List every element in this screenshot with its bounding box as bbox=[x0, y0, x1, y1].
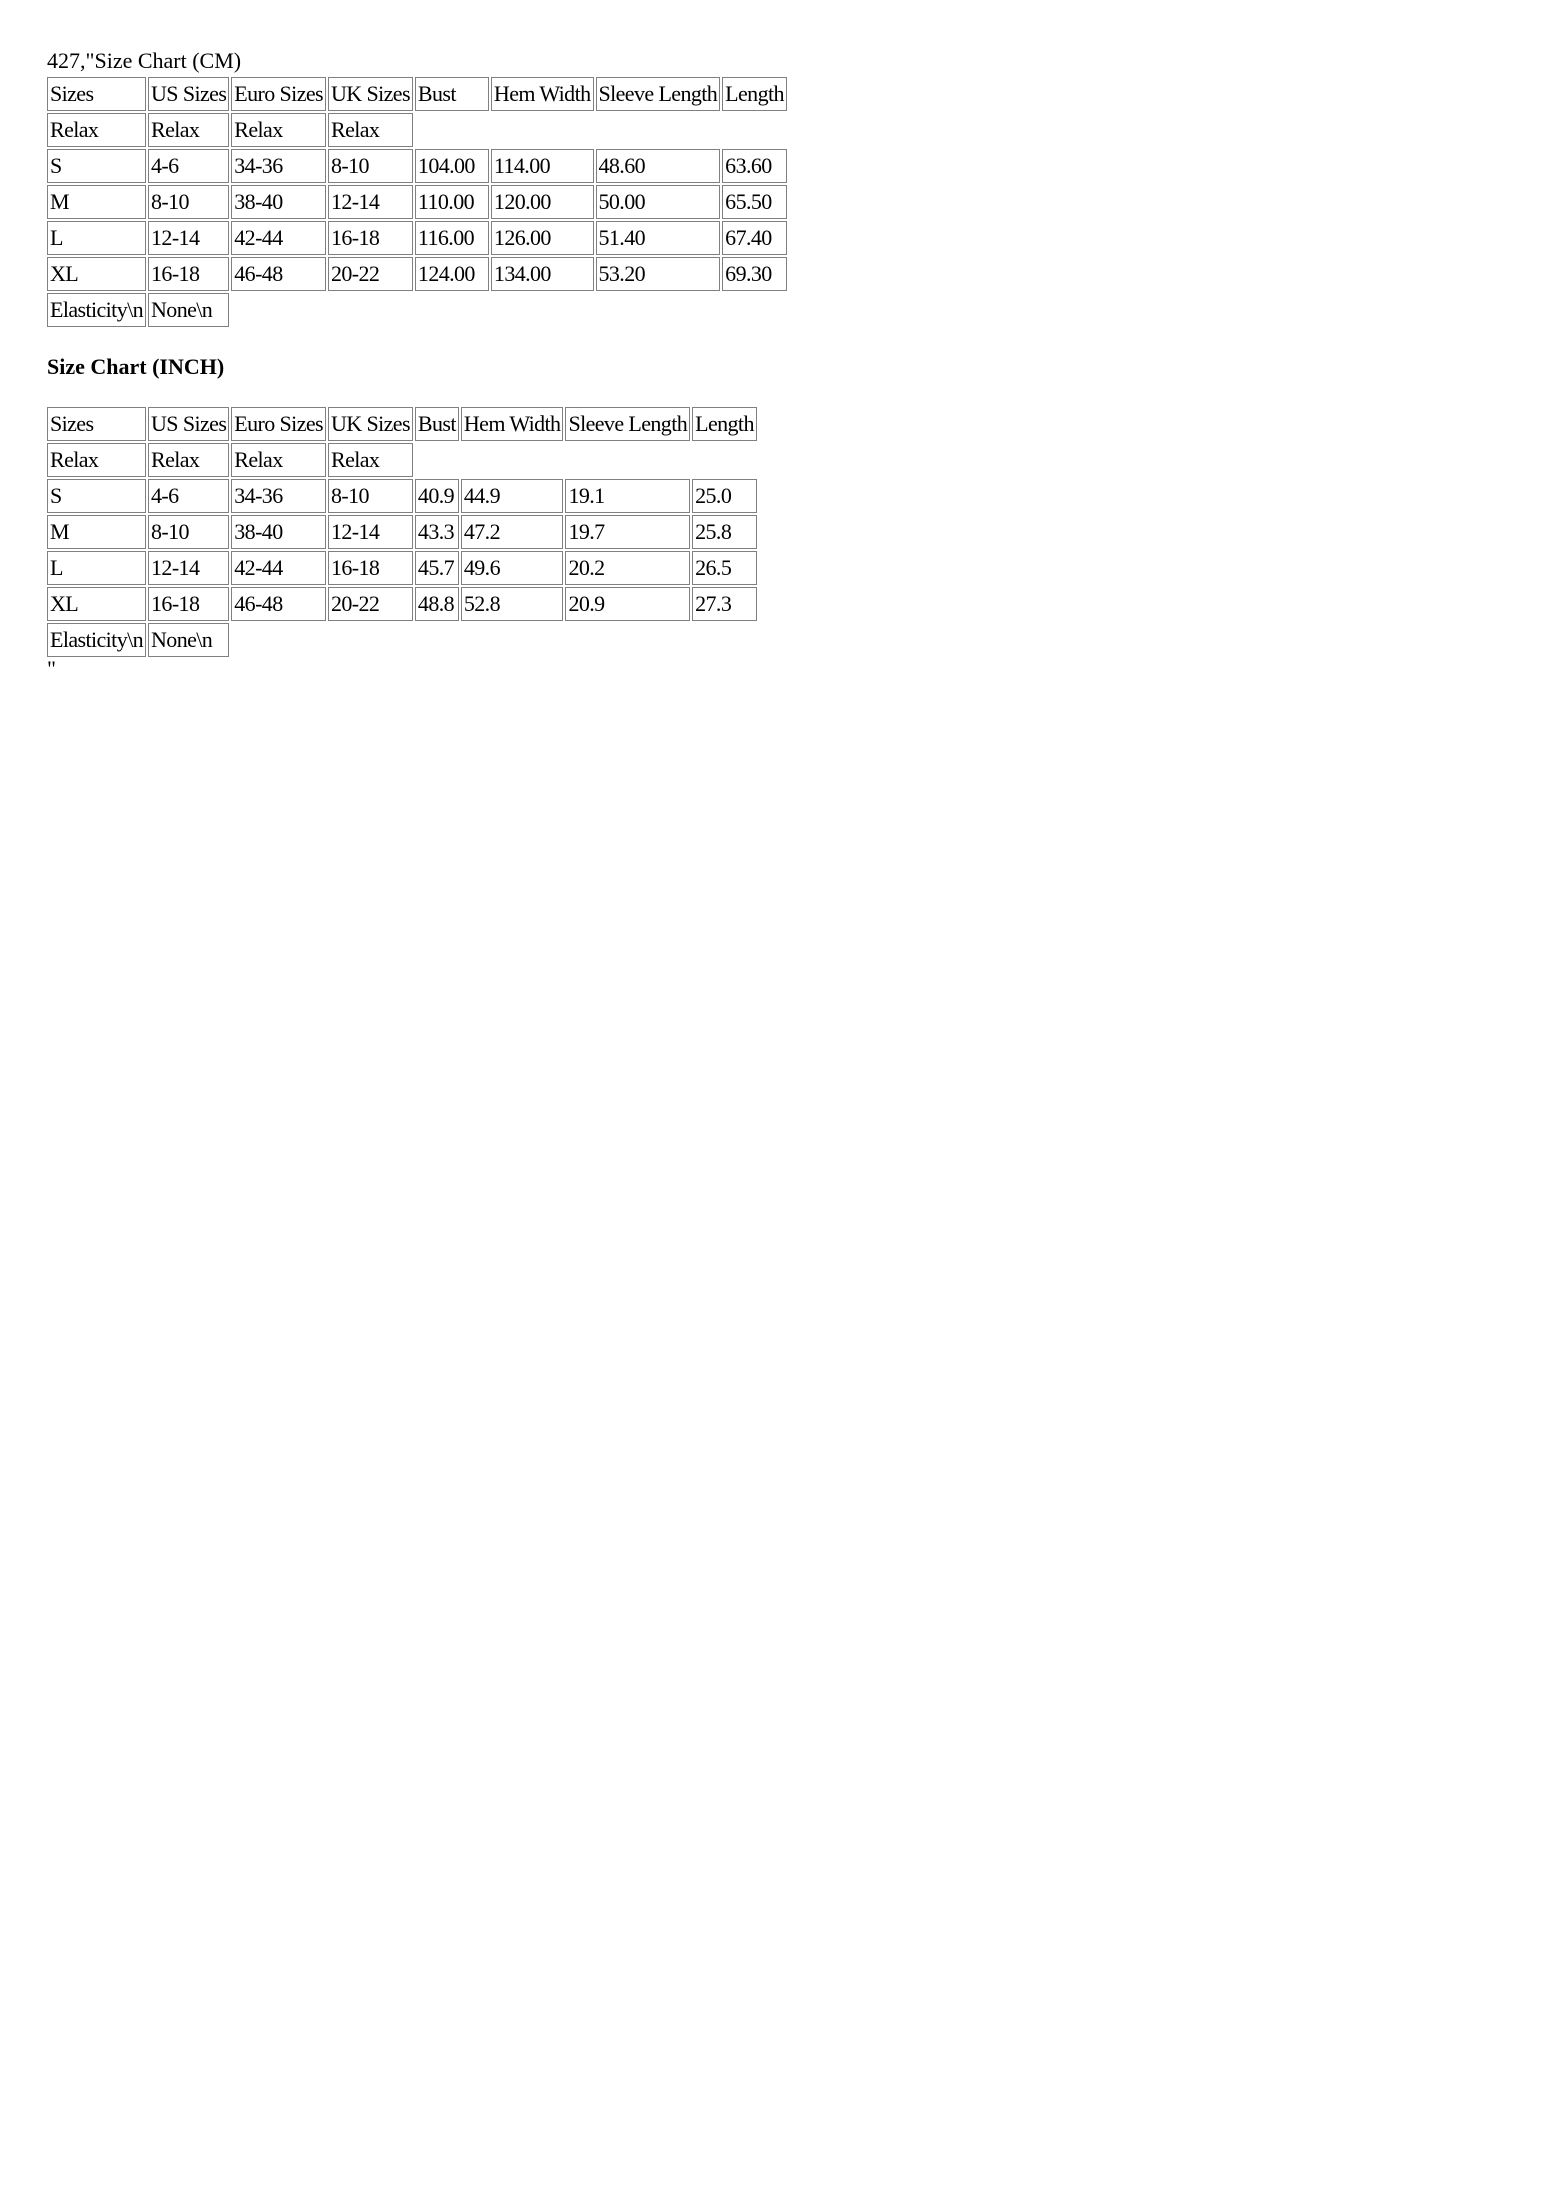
empty-cell bbox=[415, 443, 459, 477]
elasticity-row bbox=[47, 293, 787, 327]
table-cell: 45.7 bbox=[415, 551, 459, 585]
table-cell: 8-10 bbox=[148, 515, 229, 549]
table-cell: M bbox=[47, 515, 146, 549]
table-cell: 20.2 bbox=[565, 551, 690, 585]
table-cell: 49.6 bbox=[461, 551, 564, 585]
table-cell: 51.40 bbox=[596, 221, 721, 255]
table-cell: 19.1 bbox=[565, 479, 690, 513]
empty-cell bbox=[415, 293, 489, 327]
table-cell: 63.60 bbox=[722, 149, 787, 183]
header-cell: Length bbox=[692, 407, 757, 441]
table-cell: 50.00 bbox=[596, 185, 721, 219]
table-cell: 48.8 bbox=[415, 587, 459, 621]
empty-cell bbox=[231, 623, 326, 657]
relax-cell: Relax bbox=[328, 443, 413, 477]
header-cell: UK Sizes bbox=[328, 77, 413, 111]
elasticity-row bbox=[47, 623, 757, 657]
empty-cell bbox=[415, 623, 459, 657]
header-cell: US Sizes bbox=[148, 407, 229, 441]
empty-cell bbox=[692, 623, 757, 657]
table-cell: 38-40 bbox=[231, 185, 326, 219]
header-cell: Sizes bbox=[47, 407, 146, 441]
table-cell: 44.9 bbox=[461, 479, 564, 513]
table-cell: 12-14 bbox=[148, 221, 229, 255]
table-cell: 12-14 bbox=[148, 551, 229, 585]
relax-cell: Relax bbox=[148, 113, 229, 147]
empty-cell bbox=[491, 293, 594, 327]
table-cell: 8-10 bbox=[328, 149, 413, 183]
empty-cell bbox=[596, 293, 721, 327]
table-cell: 8-10 bbox=[148, 185, 229, 219]
table-cell: 65.50 bbox=[722, 185, 787, 219]
table-header-row bbox=[47, 77, 787, 111]
empty-cell bbox=[722, 293, 787, 327]
table-cell: L bbox=[47, 221, 146, 255]
table-cell: 20.9 bbox=[565, 587, 690, 621]
relax-cell: Relax bbox=[47, 113, 146, 147]
empty-cell bbox=[461, 443, 564, 477]
table-cell: 8-10 bbox=[328, 479, 413, 513]
table-cell: XL bbox=[47, 587, 146, 621]
table-cell: 116.00 bbox=[415, 221, 489, 255]
table-cell: 104.00 bbox=[415, 149, 489, 183]
header-cell: Bust bbox=[415, 77, 489, 111]
table-cell: 25.0 bbox=[692, 479, 757, 513]
spacer bbox=[47, 381, 789, 405]
table-cell: 126.00 bbox=[491, 221, 594, 255]
table-cell: 4-6 bbox=[148, 479, 229, 513]
table-row bbox=[47, 149, 787, 183]
table-cell: 34-36 bbox=[231, 149, 326, 183]
empty-cell bbox=[461, 623, 564, 657]
inch-size-table bbox=[45, 405, 759, 659]
table-cell: 67.40 bbox=[722, 221, 787, 255]
table-row bbox=[47, 479, 757, 513]
empty-cell bbox=[722, 113, 787, 147]
empty-cell bbox=[415, 113, 489, 147]
empty-cell bbox=[328, 293, 413, 327]
table-row bbox=[47, 185, 787, 219]
table-cell: 25.8 bbox=[692, 515, 757, 549]
table-cell: XL bbox=[47, 257, 146, 291]
header-cell: Hem Width bbox=[491, 77, 594, 111]
table-cell: 16-18 bbox=[148, 257, 229, 291]
empty-cell bbox=[565, 443, 690, 477]
table-cell: 12-14 bbox=[328, 185, 413, 219]
table-row bbox=[47, 587, 757, 621]
table-cell: 46-48 bbox=[231, 257, 326, 291]
header-cell: Euro Sizes bbox=[231, 77, 326, 111]
table-row bbox=[47, 515, 757, 549]
table-cell: 16-18 bbox=[148, 587, 229, 621]
table-cell: 48.60 bbox=[596, 149, 721, 183]
table-cell: 38-40 bbox=[231, 515, 326, 549]
empty-cell bbox=[231, 293, 326, 327]
header-cell: Sleeve Length bbox=[565, 407, 690, 441]
table-cell: 53.20 bbox=[596, 257, 721, 291]
table-cell: 4-6 bbox=[148, 149, 229, 183]
table-cell: 12-14 bbox=[328, 515, 413, 549]
header-cell: Sleeve Length bbox=[596, 77, 721, 111]
relax-row bbox=[47, 443, 757, 477]
table-header-row bbox=[47, 407, 757, 441]
table-cell: 19.7 bbox=[565, 515, 690, 549]
table-cell: 20-22 bbox=[328, 257, 413, 291]
table-cell: 34-36 bbox=[231, 479, 326, 513]
table-cell: 47.2 bbox=[461, 515, 564, 549]
elasticity-value-cell: None\n bbox=[148, 293, 229, 327]
empty-cell bbox=[692, 443, 757, 477]
table-cell: 42-44 bbox=[231, 221, 326, 255]
relax-cell: Relax bbox=[231, 443, 326, 477]
table-cell: 27.3 bbox=[692, 587, 757, 621]
table-cell: 42-44 bbox=[231, 551, 326, 585]
empty-cell bbox=[328, 623, 413, 657]
header-cell: UK Sizes bbox=[328, 407, 413, 441]
table-cell: 124.00 bbox=[415, 257, 489, 291]
table-cell: 69.30 bbox=[722, 257, 787, 291]
empty-cell bbox=[565, 623, 690, 657]
table-cell: 43.3 bbox=[415, 515, 459, 549]
table-cell: 20-22 bbox=[328, 587, 413, 621]
table-cell: 114.00 bbox=[491, 149, 594, 183]
relax-cell: Relax bbox=[231, 113, 326, 147]
empty-cell bbox=[491, 113, 594, 147]
relax-cell: Relax bbox=[47, 443, 146, 477]
document bbox=[47, 47, 789, 679]
cm-chart-heading: 427,"Size Chart (CM) bbox=[47, 48, 242, 73]
elasticity-label-cell: Elasticity\n bbox=[47, 293, 146, 327]
table-cell: S bbox=[47, 479, 146, 513]
relax-row bbox=[47, 113, 787, 147]
table-cell: 134.00 bbox=[491, 257, 594, 291]
table-cell: 26.5 bbox=[692, 551, 757, 585]
elasticity-label-cell: Elasticity\n bbox=[47, 623, 146, 657]
table-cell: 16-18 bbox=[328, 551, 413, 585]
header-cell: Bust bbox=[415, 407, 459, 441]
header-cell: Hem Width bbox=[461, 407, 564, 441]
table-cell: 40.9 bbox=[415, 479, 459, 513]
table-cell: 110.00 bbox=[415, 185, 489, 219]
table-cell: 52.8 bbox=[461, 587, 564, 621]
header-cell: Length bbox=[722, 77, 787, 111]
trailing-quote-mark: " bbox=[47, 656, 56, 681]
table-cell: M bbox=[47, 185, 146, 219]
table-row bbox=[47, 257, 787, 291]
table-cell: L bbox=[47, 551, 146, 585]
relax-cell: Relax bbox=[148, 443, 229, 477]
header-cell: Sizes bbox=[47, 77, 146, 111]
table-row bbox=[47, 551, 757, 585]
table-row bbox=[47, 221, 787, 255]
table-cell: 16-18 bbox=[328, 221, 413, 255]
table-cell: 120.00 bbox=[491, 185, 594, 219]
cm-size-table bbox=[45, 75, 789, 329]
header-cell: Euro Sizes bbox=[231, 407, 326, 441]
table-cell: 46-48 bbox=[231, 587, 326, 621]
header-cell: US Sizes bbox=[148, 77, 229, 111]
empty-cell bbox=[596, 113, 721, 147]
elasticity-value-cell: None\n bbox=[148, 623, 229, 657]
relax-cell: Relax bbox=[328, 113, 413, 147]
table-cell: S bbox=[47, 149, 146, 183]
inch-chart-heading: Size Chart (INCH) bbox=[47, 354, 225, 379]
spacer bbox=[47, 329, 789, 353]
